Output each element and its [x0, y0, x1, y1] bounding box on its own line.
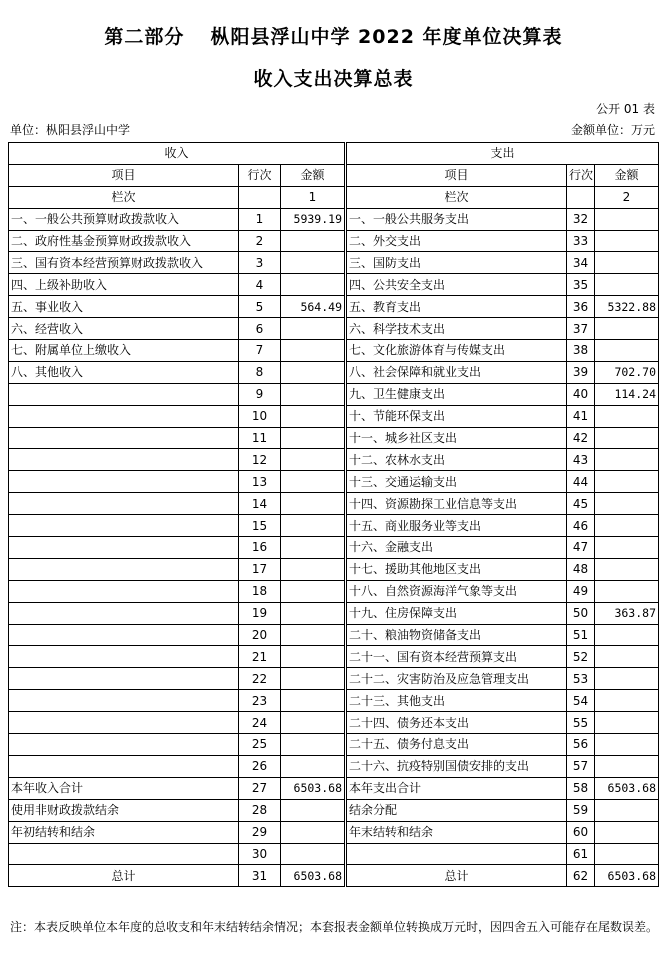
income-amount — [281, 318, 345, 340]
expense-line-no-header: 行次 — [567, 164, 595, 186]
income-item — [9, 843, 239, 865]
expense-amount-header: 金额 — [595, 164, 659, 186]
income-amount — [281, 668, 345, 690]
expense-item: 二、外交支出 — [347, 230, 567, 252]
income-amount — [281, 537, 345, 559]
currency-unit-label: 金额单位：万元 — [570, 123, 655, 137]
income-line-no: 22 — [239, 668, 281, 690]
expense-line-no: 38 — [567, 340, 595, 362]
income-line-no: 5 — [239, 296, 281, 318]
expense-amount — [595, 843, 659, 865]
income-line-no: 4 — [239, 274, 281, 296]
expense-amount — [595, 712, 659, 734]
expense-item: 十七、援助其他地区支出 — [347, 558, 567, 580]
expense-item: 十、节能环保支出 — [347, 405, 567, 427]
income-item-header: 项目 — [9, 164, 239, 186]
income-item — [9, 646, 239, 668]
expense-line-no: 56 — [567, 734, 595, 756]
income-line-no: 28 — [239, 799, 281, 821]
expense-item-header: 项目 — [347, 164, 567, 186]
expense-section-header: 支出 — [347, 143, 659, 165]
expense-item: 一、一般公共服务支出 — [347, 208, 567, 230]
expense-amount — [595, 427, 659, 449]
expense-line-no: 45 — [567, 493, 595, 515]
income-line-no: 18 — [239, 580, 281, 602]
income-amount — [281, 493, 345, 515]
report-org-title: 枞阳县浮山中学 2022 年度单位决算表 — [210, 26, 563, 48]
table-row — [9, 646, 659, 668]
income-amount — [281, 383, 345, 405]
form-number: 公开 01 表 — [596, 102, 655, 116]
table-row — [9, 668, 659, 690]
expense-line-no: 47 — [567, 537, 595, 559]
expense-total-line-no: 62 — [567, 865, 595, 887]
expense-line-no: 46 — [567, 515, 595, 537]
income-amount: 5939.19 — [281, 208, 345, 230]
expense-item: 二十三、其他支出 — [347, 690, 567, 712]
table-row — [9, 230, 659, 252]
income-amount — [281, 624, 345, 646]
expense-item: 五、教育支出 — [347, 296, 567, 318]
table-row — [9, 449, 659, 471]
income-line-no: 13 — [239, 471, 281, 493]
income-amount — [281, 230, 345, 252]
expense-amount — [595, 537, 659, 559]
income-column-no-label: 栏次 — [9, 186, 239, 208]
income-item: 使用非财政拨款结余 — [9, 799, 239, 821]
income-total-line-no: 31 — [239, 865, 281, 887]
income-amount — [281, 471, 345, 493]
income-amount — [281, 602, 345, 624]
expense-amount — [595, 624, 659, 646]
expense-amount — [595, 449, 659, 471]
expense-amount — [595, 690, 659, 712]
expense-item: 年末结转和结余 — [347, 821, 567, 843]
income-item: 八、其他收入 — [9, 361, 239, 383]
income-item — [9, 449, 239, 471]
expense-amount — [595, 318, 659, 340]
expense-amount — [595, 799, 659, 821]
income-amount — [281, 449, 345, 471]
expense-amount — [595, 208, 659, 230]
expense-item: 八、社会保障和就业支出 — [347, 361, 567, 383]
expense-line-no: 54 — [567, 690, 595, 712]
income-amount — [281, 799, 345, 821]
expense-line-no: 43 — [567, 449, 595, 471]
income-line-no: 19 — [239, 602, 281, 624]
expense-item — [347, 843, 567, 865]
income-line-no: 10 — [239, 405, 281, 427]
income-line-no: 15 — [239, 515, 281, 537]
expense-line-no: 39 — [567, 361, 595, 383]
header-row-sections — [9, 143, 659, 165]
table-row — [9, 274, 659, 296]
expense-amount: 114.24 — [595, 383, 659, 405]
income-item — [9, 493, 239, 515]
expense-line-no: 60 — [567, 821, 595, 843]
table-row — [9, 558, 659, 580]
expense-amount — [595, 821, 659, 843]
income-line-no: 27 — [239, 777, 281, 799]
expense-item: 十一、城乡社区支出 — [347, 427, 567, 449]
income-amount — [281, 515, 345, 537]
unit-label: 单位：枞阳县浮山中学 — [10, 123, 131, 137]
income-line-no: 6 — [239, 318, 281, 340]
income-line-no: 17 — [239, 558, 281, 580]
expense-amount: 5322.88 — [595, 296, 659, 318]
income-amount — [281, 361, 345, 383]
income-line-no: 11 — [239, 427, 281, 449]
expense-line-no: 40 — [567, 383, 595, 405]
income-item — [9, 602, 239, 624]
table-row — [9, 383, 659, 405]
income-item: 六、经营收入 — [9, 318, 239, 340]
income-item — [9, 383, 239, 405]
expense-item: 三、国防支出 — [347, 252, 567, 274]
income-amount — [281, 712, 345, 734]
expense-line-no: 59 — [567, 799, 595, 821]
expense-line-no: 58 — [567, 777, 595, 799]
expense-amount — [595, 755, 659, 777]
table-row — [9, 821, 659, 843]
income-section-header: 收入 — [9, 143, 345, 165]
expense-item: 十六、金融支出 — [347, 537, 567, 559]
income-line-no-header: 行次 — [239, 164, 281, 186]
total-row — [9, 865, 659, 887]
income-amount — [281, 843, 345, 865]
expense-line-no: 53 — [567, 668, 595, 690]
income-line-no: 29 — [239, 821, 281, 843]
table-row — [9, 580, 659, 602]
income-item — [9, 712, 239, 734]
expense-amount — [595, 515, 659, 537]
income-item — [9, 405, 239, 427]
table-row — [9, 296, 659, 318]
expense-amount: 6503.68 — [595, 777, 659, 799]
table-row — [9, 799, 659, 821]
income-line-no: 21 — [239, 646, 281, 668]
income-expense-table — [8, 142, 659, 887]
header-row-columns — [9, 164, 659, 186]
table-row — [9, 843, 659, 865]
income-item: 年初结转和结余 — [9, 821, 239, 843]
header-row-column-numbers — [9, 186, 659, 208]
expense-item: 十三、交通运输支出 — [347, 471, 567, 493]
expense-line-no: 48 — [567, 558, 595, 580]
expense-amount — [595, 340, 659, 362]
income-item: 五、事业收入 — [9, 296, 239, 318]
expense-item: 二十四、债务还本支出 — [347, 712, 567, 734]
table-row — [9, 361, 659, 383]
income-item — [9, 427, 239, 449]
income-item — [9, 515, 239, 537]
table-note: 注：本表反映单位本年度的总收支和年末结转结余情况；本套报表金额单位转换成万元时，因四舍五入可能存在尾数误差。 — [10, 920, 659, 934]
income-amount — [281, 252, 345, 274]
income-line-no: 3 — [239, 252, 281, 274]
expense-line-no: 41 — [567, 405, 595, 427]
expense-line-no: 55 — [567, 712, 595, 734]
income-amount — [281, 274, 345, 296]
income-total-label: 总计 — [9, 865, 239, 887]
income-line-no: 26 — [239, 755, 281, 777]
income-amount — [281, 821, 345, 843]
income-line-no: 16 — [239, 537, 281, 559]
income-line-no: 23 — [239, 690, 281, 712]
expense-amount — [595, 646, 659, 668]
income-line-no: 25 — [239, 734, 281, 756]
table-row — [9, 734, 659, 756]
income-item: 三、国有资本经营预算财政拨款收入 — [9, 252, 239, 274]
expense-amount — [595, 734, 659, 756]
income-amount — [281, 558, 345, 580]
income-item — [9, 558, 239, 580]
table-row — [9, 471, 659, 493]
expense-column-number: 2 — [595, 186, 659, 208]
table-row — [9, 427, 659, 449]
expense-line-no: 32 — [567, 208, 595, 230]
income-amount — [281, 340, 345, 362]
table-row — [9, 405, 659, 427]
expense-amount — [595, 668, 659, 690]
table-row — [9, 712, 659, 734]
income-line-no: 2 — [239, 230, 281, 252]
table-row — [9, 624, 659, 646]
income-line-no: 7 — [239, 340, 281, 362]
expense-amount — [595, 493, 659, 515]
expense-item: 十五、商业服务业等支出 — [347, 515, 567, 537]
income-amount: 6503.68 — [281, 777, 345, 799]
expense-amount — [595, 580, 659, 602]
income-total-amount: 6503.68 — [281, 865, 345, 887]
expense-item: 六、科学技术支出 — [347, 318, 567, 340]
table-row — [9, 340, 659, 362]
table-row — [9, 318, 659, 340]
expense-line-no: 35 — [567, 274, 595, 296]
expense-item: 十九、住房保障支出 — [347, 602, 567, 624]
expense-line-no: 33 — [567, 230, 595, 252]
income-item — [9, 734, 239, 756]
expense-line-no: 49 — [567, 580, 595, 602]
income-item — [9, 668, 239, 690]
income-line-no: 1 — [239, 208, 281, 230]
table-row — [9, 777, 659, 799]
expense-line-no: 52 — [567, 646, 595, 668]
table-row — [9, 537, 659, 559]
expense-amount — [595, 230, 659, 252]
expense-item: 四、公共安全支出 — [347, 274, 567, 296]
expense-item: 二十五、债务付息支出 — [347, 734, 567, 756]
income-item: 二、政府性基金预算财政拨款收入 — [9, 230, 239, 252]
income-item — [9, 471, 239, 493]
table-title: 收入支出决算总表 — [253, 68, 414, 90]
expense-item: 二十六、抗疫特别国债安排的支出 — [347, 755, 567, 777]
expense-amount — [595, 471, 659, 493]
expense-item: 二十、粮油物资储备支出 — [347, 624, 567, 646]
expense-line-no: 57 — [567, 755, 595, 777]
income-line-no: 8 — [239, 361, 281, 383]
income-amount — [281, 405, 345, 427]
expense-line-no: 51 — [567, 624, 595, 646]
expense-amount: 702.70 — [595, 361, 659, 383]
expense-total-amount: 6503.68 — [595, 865, 659, 887]
expense-item: 十四、资源勘探工业信息等支出 — [347, 493, 567, 515]
income-column-number: 1 — [281, 186, 345, 208]
income-item — [9, 537, 239, 559]
report-part: 第二部分 — [104, 26, 185, 48]
expense-amount — [595, 252, 659, 274]
expense-item: 七、文化旅游体育与传媒支出 — [347, 340, 567, 362]
table-row — [9, 755, 659, 777]
expense-line-no: 37 — [567, 318, 595, 340]
income-item: 一、一般公共预算财政拨款收入 — [9, 208, 239, 230]
expense-line-no: 34 — [567, 252, 595, 274]
income-item — [9, 755, 239, 777]
income-line-no: 9 — [239, 383, 281, 405]
expense-line-no: 44 — [567, 471, 595, 493]
expense-amount: 363.87 — [595, 602, 659, 624]
expense-amount — [595, 558, 659, 580]
report-title — [0, 22, 667, 49]
income-amount: 564.49 — [281, 296, 345, 318]
income-amount — [281, 734, 345, 756]
expense-column-no-label: 栏次 — [347, 186, 567, 208]
expense-line-no: 36 — [567, 296, 595, 318]
expense-amount — [595, 405, 659, 427]
income-item — [9, 624, 239, 646]
income-item — [9, 580, 239, 602]
income-amount — [281, 580, 345, 602]
income-line-no: 14 — [239, 493, 281, 515]
expense-item: 二十二、灾害防治及应急管理支出 — [347, 668, 567, 690]
income-amount — [281, 690, 345, 712]
expense-item: 二十一、国有资本经营预算支出 — [347, 646, 567, 668]
income-amount-header: 金额 — [281, 164, 345, 186]
expense-item: 十八、自然资源海洋气象等支出 — [347, 580, 567, 602]
expense-line-no: 50 — [567, 602, 595, 624]
table-row — [9, 602, 659, 624]
income-line-no: 12 — [239, 449, 281, 471]
expense-item: 本年支出合计 — [347, 777, 567, 799]
table-row — [9, 493, 659, 515]
table-row — [9, 690, 659, 712]
income-amount — [281, 646, 345, 668]
expense-amount — [595, 274, 659, 296]
income-amount — [281, 755, 345, 777]
table-row — [9, 515, 659, 537]
income-item: 本年收入合计 — [9, 777, 239, 799]
table-row — [9, 252, 659, 274]
income-line-no: 20 — [239, 624, 281, 646]
expense-item: 九、卫生健康支出 — [347, 383, 567, 405]
expense-total-label: 总计 — [347, 865, 567, 887]
income-line-no: 24 — [239, 712, 281, 734]
income-item: 四、上级补助收入 — [9, 274, 239, 296]
income-item — [9, 690, 239, 712]
income-item: 七、附属单位上缴收入 — [9, 340, 239, 362]
expense-line-no: 42 — [567, 427, 595, 449]
expense-item: 十二、农林水支出 — [347, 449, 567, 471]
income-line-no: 30 — [239, 843, 281, 865]
income-amount — [281, 427, 345, 449]
table-row — [9, 208, 659, 230]
expense-item: 结余分配 — [347, 799, 567, 821]
expense-line-no: 61 — [567, 843, 595, 865]
